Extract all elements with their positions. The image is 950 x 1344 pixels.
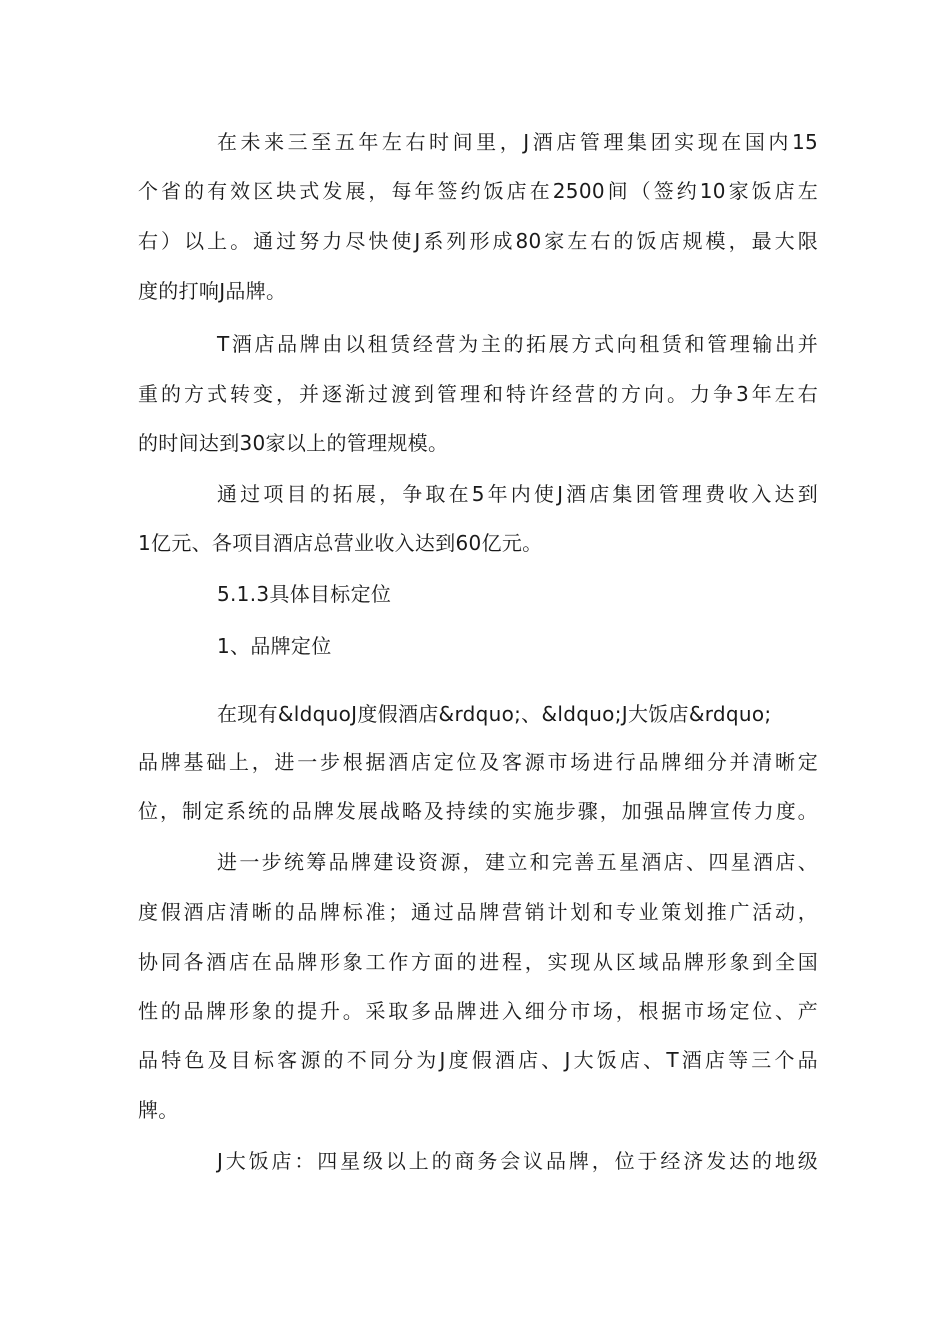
paragraph-line: 协同各酒店在品牌形象工作方面的进程，实现从区域品牌形象到全国 <box>138 950 818 974</box>
paragraph-line: 进一步统筹品牌建设资源，建立和完善五星酒店、四星酒店、 <box>217 850 818 874</box>
paragraph-line: T酒店品牌由以租赁经营为主的拓展方式向租赁和管理输出并 <box>217 332 818 356</box>
paragraph-line: 个省的有效区块式发展，每年签约饭店在2500间（签约10家饭店左 <box>138 179 818 203</box>
paragraph-line: 位，制定系统的品牌发展战略及持续的实施步骤，加强品牌宣传力度。 <box>138 799 818 823</box>
paragraph-line: 度假酒店清晰的品牌标准；通过品牌营销计划和专业策划推广活动， <box>138 900 818 924</box>
paragraph-line: 通过项目的拓展，争取在5年内使J酒店集团管理费收入达到 <box>217 482 818 506</box>
paragraph-line: 1亿元、各项目酒店总营业收入达到60亿元。 <box>138 531 543 555</box>
paragraph-line: 度的打响J品牌。 <box>138 279 287 303</box>
paragraph-line: 右）以上。通过努力尽快使J系列形成80家左右的饭店规模，最大限 <box>138 229 818 253</box>
paragraph-line: 品牌基础上，进一步根据酒店定位及客源市场进行品牌细分并清晰定 <box>138 750 818 774</box>
paragraph-line: 牌。 <box>138 1098 179 1122</box>
paragraph-line: 品特色及目标客源的不同分为J度假酒店、J大饭店、T酒店等三个品 <box>138 1048 818 1072</box>
subsection-heading: 1、品牌定位 <box>217 634 332 658</box>
paragraph-line: 在未来三至五年左右时间里，J酒店管理集团实现在国内15 <box>217 130 818 154</box>
paragraph-line: 的时间达到30家以上的管理规模。 <box>138 431 449 455</box>
paragraph-line: 重的方式转变，并逐渐过渡到管理和特许经营的方向。力争3年左右 <box>138 382 818 406</box>
section-heading: 5.1.3具体目标定位 <box>217 582 392 606</box>
paragraph-line: 性的品牌形象的提升。采取多品牌进入细分市场，根据市场定位、产 <box>138 999 818 1023</box>
paragraph-line: 在现有&ldquoJ度假酒店&rdquo;、&ldquo;J大饭店&rdquo; <box>217 702 772 726</box>
paragraph-line: J大饭店：四星级以上的商务会议品牌，位于经济发达的地级 <box>217 1149 818 1173</box>
